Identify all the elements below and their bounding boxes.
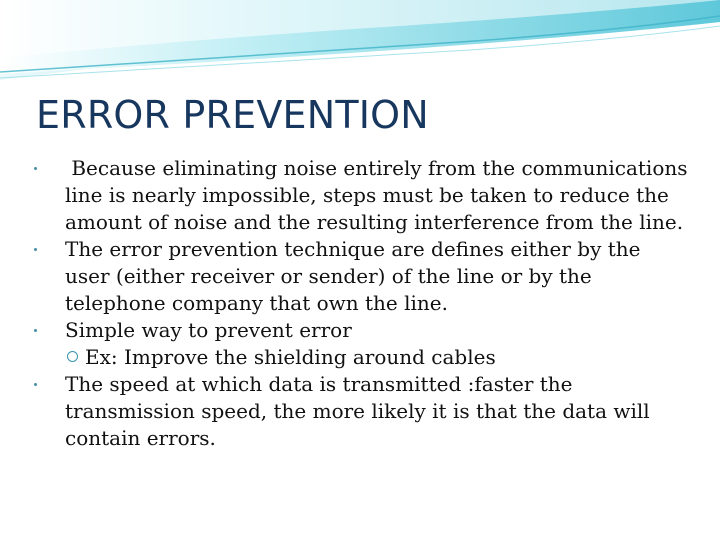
dot-bullet-icon [29, 236, 41, 263]
list-item-text: The speed at which data is transmitted :faster the transmission speed, the more likely it is that the data will contain errors. [65, 372, 650, 450]
list-item-text: The error prevention technique are defines either by the user (either receiver or sender) of the line or by the telephone company that own the line. [65, 237, 641, 315]
list-item [10, 236, 690, 317]
list-item-text: Simple way to prevent error [65, 318, 352, 342]
list-item-text: Because eliminating noise entirely from the communications line is nearly impossible, steps must be taken to reduce the amount of noise and the resulting interference from the line. [65, 156, 694, 234]
list-item [10, 317, 690, 344]
header-wave-decoration [0, 0, 720, 90]
list-item [10, 371, 690, 452]
slide-title: ERROR PREVENTION [36, 93, 429, 137]
sub-list-item [10, 344, 690, 371]
bullet-list [10, 155, 694, 452]
sub-list-item-text: Ex: Improve the shielding around cables [85, 345, 496, 369]
dot-bullet-icon [29, 371, 41, 398]
dot-bullet-icon [29, 317, 41, 344]
ring-bullet-icon [67, 351, 78, 362]
dot-bullet-icon [29, 155, 41, 182]
list-item [10, 155, 694, 236]
